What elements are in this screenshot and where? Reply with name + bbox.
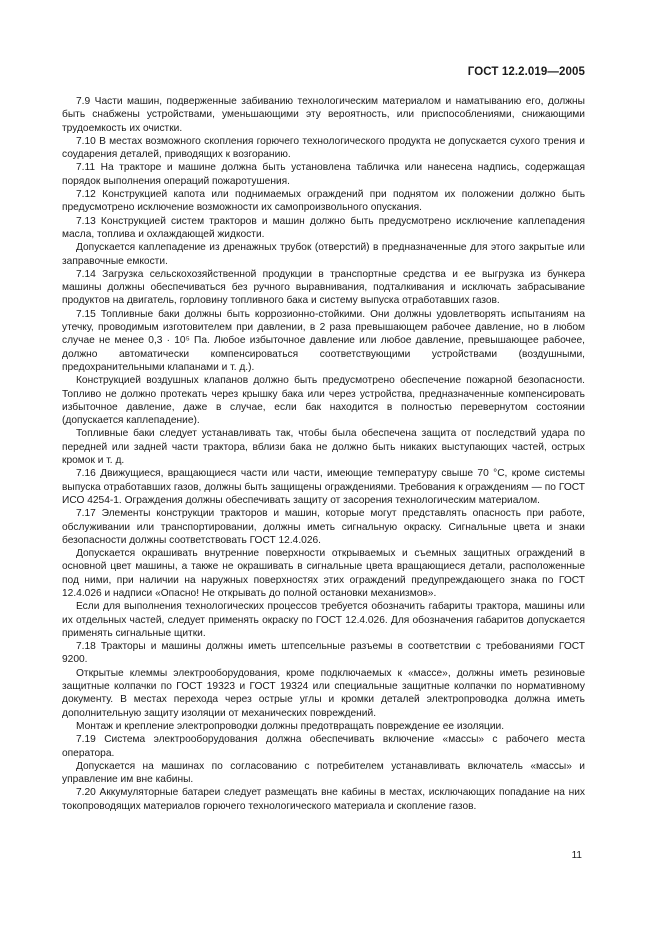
paragraph-7-18-terminals: Открытые клеммы электрооборудования, кроме подключаемых к «массе», должны иметь резиновые защитные колпачки по ГОСТ 19323 и ГОСТ 19324 или специальные защитные колпачки по нормативному документу. В местах перехода через острые углы и кромки деталей электропроводка должна иметь дополнительную защиту изоляции от механических повреждений. bbox=[62, 667, 585, 719]
document-code: ГОСТ 12.2.019—2005 bbox=[467, 66, 585, 78]
paragraph-7-19: 7.19 Система электрооборудования должна обеспечивать включение «массы» с рабочего места оператора. bbox=[62, 734, 585, 759]
document-body bbox=[62, 95, 585, 813]
paragraph-7-16: 7.16 Движущиеся, вращающиеся части или части, имеющие температуру свыше 70 °С, кроме системы выпуска отработавших газов, должны быть защищены ограждениями. Требования к ограждениям — по ГОСТ ИСО 4254-1. Ограждения должны обеспечивать защиту от засорения технологическим материалом. bbox=[62, 468, 585, 506]
paragraph-7-17: 7.17 Элементы конструкции тракторов и машин, которые могут представлять опасность при работе, обслуживании или транспортировании, должны иметь сигнальную окраску. Сигнальные цвета и знаки безопасности должны соответствовать ГОСТ 12.4.026. bbox=[62, 508, 585, 546]
paragraph-7-15: 7.15 Топливные баки должны быть коррозионно-стойкими. Они должны удовлетворять испытаниям на утечку, проводимым изготовителем при давлении, в 2 раза превышающем рабочее давление, но в любом случае не менее 0,3 · 10⁵ Па. Любое избыточное давление или любое давление, превышающее рабочее, должно автоматически компенсироваться соответствующими устройствами (воздушными, предохранительными клапанами и т. д.). bbox=[62, 308, 585, 373]
paragraph-7-10: 7.10 В местах возможного скопления горючего технологического продукта не допускается сухого трения и соударения деталей, приводящих к возгоранию. bbox=[62, 135, 585, 161]
paragraph-7-19-note: Допускается на машинах по согласованию с потребителем устанавливать включатель «массы» и управление им вне кабины. bbox=[62, 760, 585, 786]
paragraph-7-13: 7.13 Конструкцией систем тракторов и машин должно быть предусмотрено исключение каплепадения масла, топлива и охлаждающей жидкости. bbox=[62, 215, 585, 240]
paragraph-7-15-valves: Конструкцией воздушных клапанов должно быть предусмотрено обеспечение пожарной безопасности. Топливо не должно протекать через крышку бака или через устройства, предназначенные компенсировать избыточное давление, даже в случае, если бак находится в полностью перевернутом состоянии (допускается каплепадение). bbox=[62, 375, 585, 427]
paragraph-7-18-wiring: Монтаж и крепление электропроводки должны предотвращать повреждение ее изоляции. bbox=[76, 720, 505, 732]
paragraph-7-15-tanks: Топливные баки следует устанавливать так, чтобы была обеспечена защита от последствий удара по передней или задней части трактора, вблизи бака не должно быть никаких выступающих частей, острых кромок и т. д. bbox=[62, 428, 585, 467]
paragraph-7-13-note: Допускается каплепадение из дренажных трубок (отверстий) в предназначенные для этого закрытые или заправочные емкости. bbox=[62, 242, 585, 267]
paragraph-7-14: 7.14 Загрузка сельскохозяйственной продукции в транспортные средства и ее выгрузка из бункера машины должны обеспечиваться без ручного выравнивания, подталкивания и исключать забрасывание продуктов на двигатель, горловину топливного бака и систему выпуска отработавших газов. bbox=[62, 268, 585, 307]
paragraph-7-11: 7.11 На тракторе и машине должна быть установлена табличка или нанесена надпись, содержащая порядок выполнения операций пожаротушения. bbox=[62, 162, 585, 187]
page-number: 11 bbox=[571, 850, 582, 861]
paragraph-7-20: 7.20 Аккумуляторные батареи следует размещать вне кабины в местах, исключающих попадание на них токопроводящих материалов горючего технологического материала и скопление газов. bbox=[62, 787, 585, 812]
paragraph-7-17-dimensions: Если для выполнения технологических процессов требуется обозначить габариты трактора, машины или их отдельных частей, следует применять окраску по ГОСТ 12.4.026. Для обозначения габаритов допускается применять сигнальные щитки. bbox=[62, 601, 585, 639]
paragraph-7-17-paint: Допускается окрашивать внутренние поверхности открываемых и съемных защитных ограждений в основной цвет машины, а также не окрашивать в сигнальные цвета вращающиеся детали, расположенные под ними, при наличии на наружных поверхностях этих ограждений предупреждающего знака по ГОСТ 12.4.026 и надписи «Опасно! Не открывать до полной остановки механизмов». bbox=[62, 548, 585, 599]
paragraph-7-12: 7.12 Конструкцией капота или поднимаемых ограждений при поднятом их положении должно быть предусмотрено исключение возможности их самопроизвольного опускания. bbox=[62, 189, 585, 214]
paragraph-7-18: 7.18 Тракторы и машины должны иметь штепсельные разъемы в соответствии с требованиями ГОСТ 9200. bbox=[62, 641, 585, 666]
paragraph-7-9: 7.9 Части машин, подверженные забиванию технологическим материалом и наматыванию его, должны быть снабжены устройствами, уменьшающими эту вероятность, или приспособлениями, снижающими трудоемкость их очистки. bbox=[62, 96, 585, 134]
